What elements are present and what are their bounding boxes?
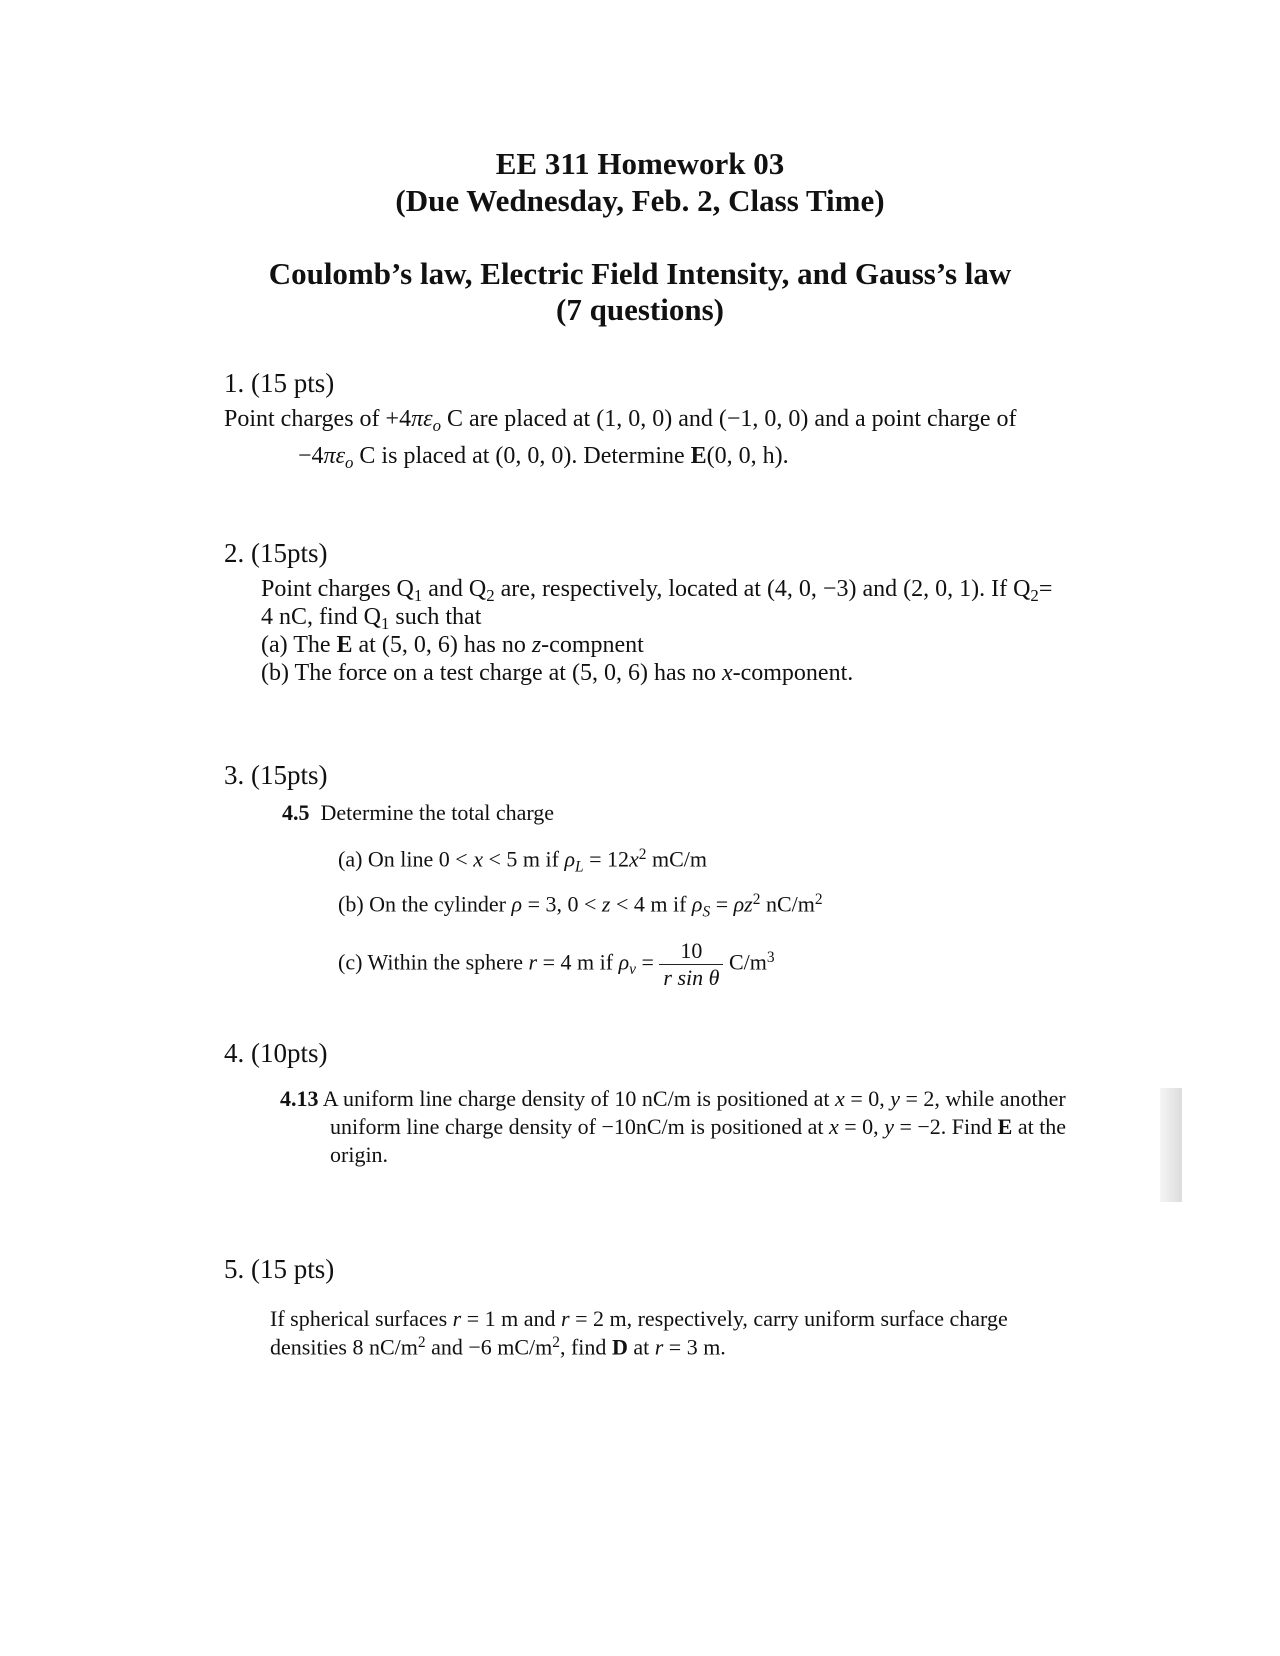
q2-line-1: Point charges $Q_1$ and $Q_2$ are, respectively, located at (4, 0, −3) and (2, 0, 1). If $Q_2=$	[261, 576, 1053, 606]
q3-fraction: $\frac{10}{\text{r sin θ}}$	[659, 938, 723, 991]
q2-part-a: (a) The E at (5, 0, 6) has no z-compnent	[261, 632, 644, 658]
q3-part-c: (c) Within the sphere r = 4 m if $\rho_v$ = $\frac{10}{\text{r sin θ}}$ $C/m^3$	[338, 938, 775, 990]
q1-line-2: $-4\pi\varepsilon_o$ C is placed at (0, 0, 0). Determine E(0, 0, h).	[298, 443, 789, 473]
q5-heading: 5. (15 pts)	[224, 1254, 335, 1284]
q2-line-2: 4 nC, find $Q_1$ such that	[261, 604, 482, 634]
q5-line-2: densities 8 $nC/m^2$ and −6 $mC/m^2$, find D at r = 3 m.	[270, 1334, 726, 1360]
q4-line-3: origin.	[330, 1142, 389, 1167]
q2-part-b: (b) The force on a test charge at (5, 0, 6) has no x-component.	[261, 660, 854, 686]
q3-part-b: (b) On the cylinder ρ = 3, 0 < z < 4 m if $\rho_S = \rho z^2$ $nC/m^2$	[338, 891, 823, 921]
q3-part-a: (a) On line 0 < x < 5 m if $\rho_L = 12x^2$ mC/m	[338, 846, 707, 876]
q1-heading: 1. (15 pts)	[224, 368, 335, 398]
q2-heading: 2. (15pts)	[224, 538, 328, 568]
q4-heading: 4. (10pts)	[224, 1038, 328, 1068]
homework-title: EE 311 Homework 03	[495, 146, 785, 181]
topic-heading: Coulomb’s law, Electric Field Intensity, and Gauss’s law	[268, 256, 1012, 291]
due-date: (Due Wednesday, Feb. 2, Class Time)	[395, 183, 885, 218]
q4-line-1: 4.13 A uniform line charge density of 10 nC/m is positioned at x = 0, y = 2, while another	[280, 1086, 1066, 1111]
q4-line-2: uniform line charge density of −10nC/m is positioned at x = 0, y = −2. Find E at the	[330, 1114, 1067, 1139]
q3-intro: 4.5 Determine the total charge	[282, 800, 555, 825]
q1-line-1: Point charges of $+4\pi\varepsilon_o$ C are placed at (1, 0, 0) and (−1, 0, 0) and a point charge of	[224, 406, 1017, 436]
scan-shadow	[1160, 1088, 1182, 1202]
question-count: (7 questions)	[556, 292, 724, 327]
q3-heading: 3. (15pts)	[224, 760, 328, 790]
q5-line-1: If spherical surfaces r = 1 m and r = 2 m, respectively, carry uniform surface charge	[270, 1306, 1008, 1331]
